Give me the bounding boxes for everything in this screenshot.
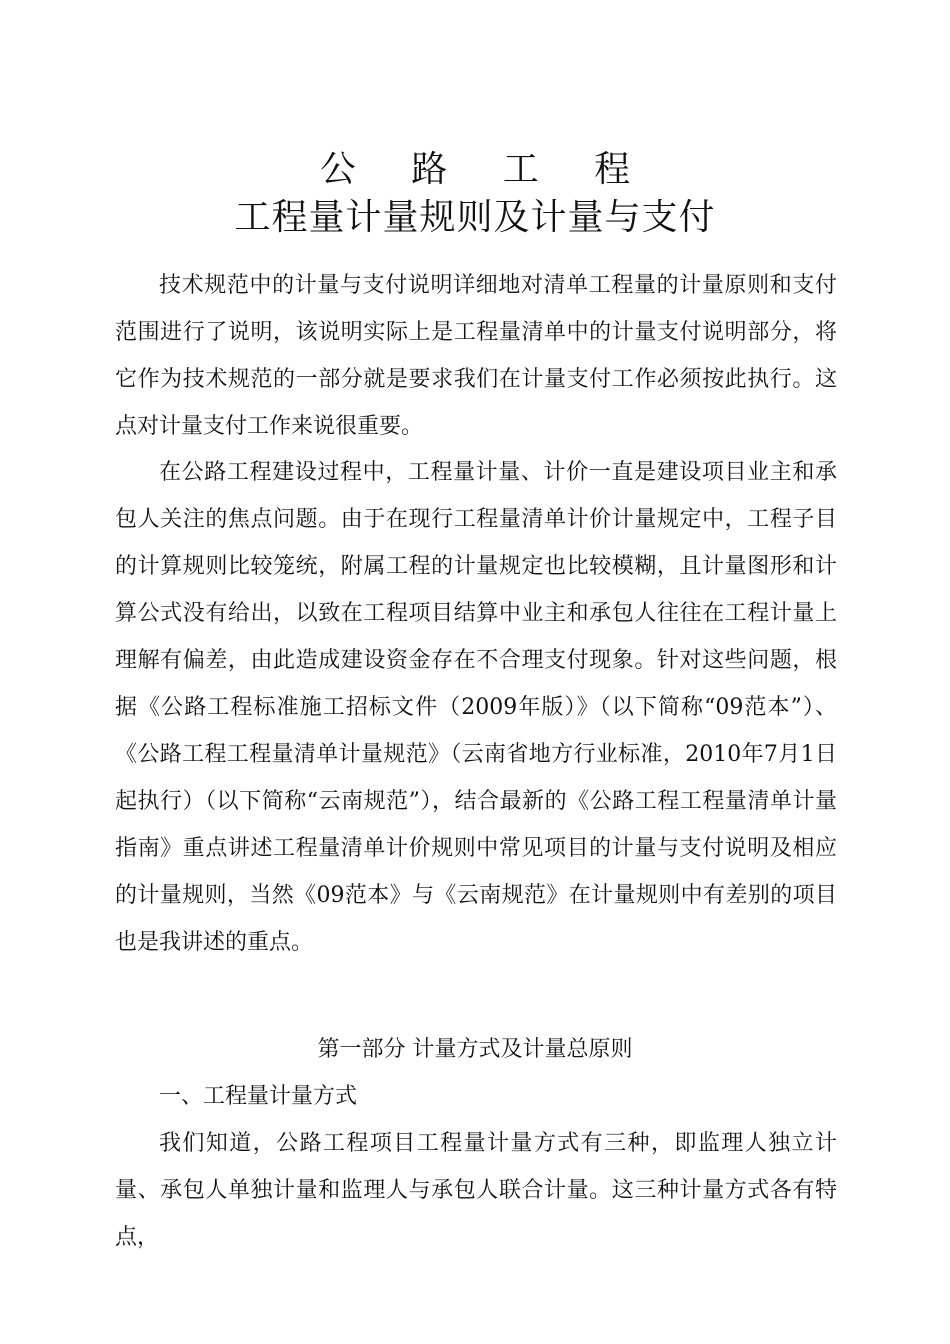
body-paragraph-3-block <box>115 1120 837 1261</box>
document-title-line-2: 工程量计量规则及计量与支付 <box>234 197 716 238</box>
body-paragraph: 在公路工程建设过程中，工程量计量、计价一直是建设项目业主和承包人关注的焦点问题。由于在现行工程量清单计价计量规定中，工程子目的计算规则比较笼统，附属工程的计量规定也比较模糊，且计量图形和计算公式没有给出，以致在工程项目结算中业主和承包人往往在工程计量上理解有偏差，由此造成建设资金存在不合理支付现象。针对这些问题，根据《公路工程标准施工招标文件（2009年版）》（以下简称“09范本”）、《公路工程工程量清单计量规范》（云南省地方行业标准，2010年7月1日起执行）（以下简称“云南规范”），结合最新的《公路工程工程量清单计量指南》重点讲述工程量清单计价规则中常见项目的计量与支付说明及相应的计量规则，当然《09范本》与《云南规范》在计量规则中有差别的项目也是我讲述的重点。 <box>115 460 837 955</box>
subheading: 一、工程量计量方式 <box>159 1084 358 1109</box>
section-title: 第一部分 计量方式及计量总原则 <box>317 1037 633 1062</box>
body-paragraph: 我们知道，公路工程项目工程量计量方式有三种，即监理人独立计量、承包人单独计量和监理人与承包人联合计量。这三种计量方式各有特点， <box>115 1131 837 1250</box>
body-paragraph-2-block <box>115 449 837 966</box>
body-paragraph: 技术规范中的计量与支付说明详细地对清单工程量的计量原则和支付范围进行了说明，该说明实际上是工程量清单中的计量支付说明部分，将它作为技术规范的一部分就是要求我们在计量支付工作必须按此执行。这点对计量支付工作来说很重要。 <box>115 273 837 439</box>
document-title-line-1: 公 路 工 程 <box>319 149 653 190</box>
body-paragraph-1-block <box>115 262 837 450</box>
